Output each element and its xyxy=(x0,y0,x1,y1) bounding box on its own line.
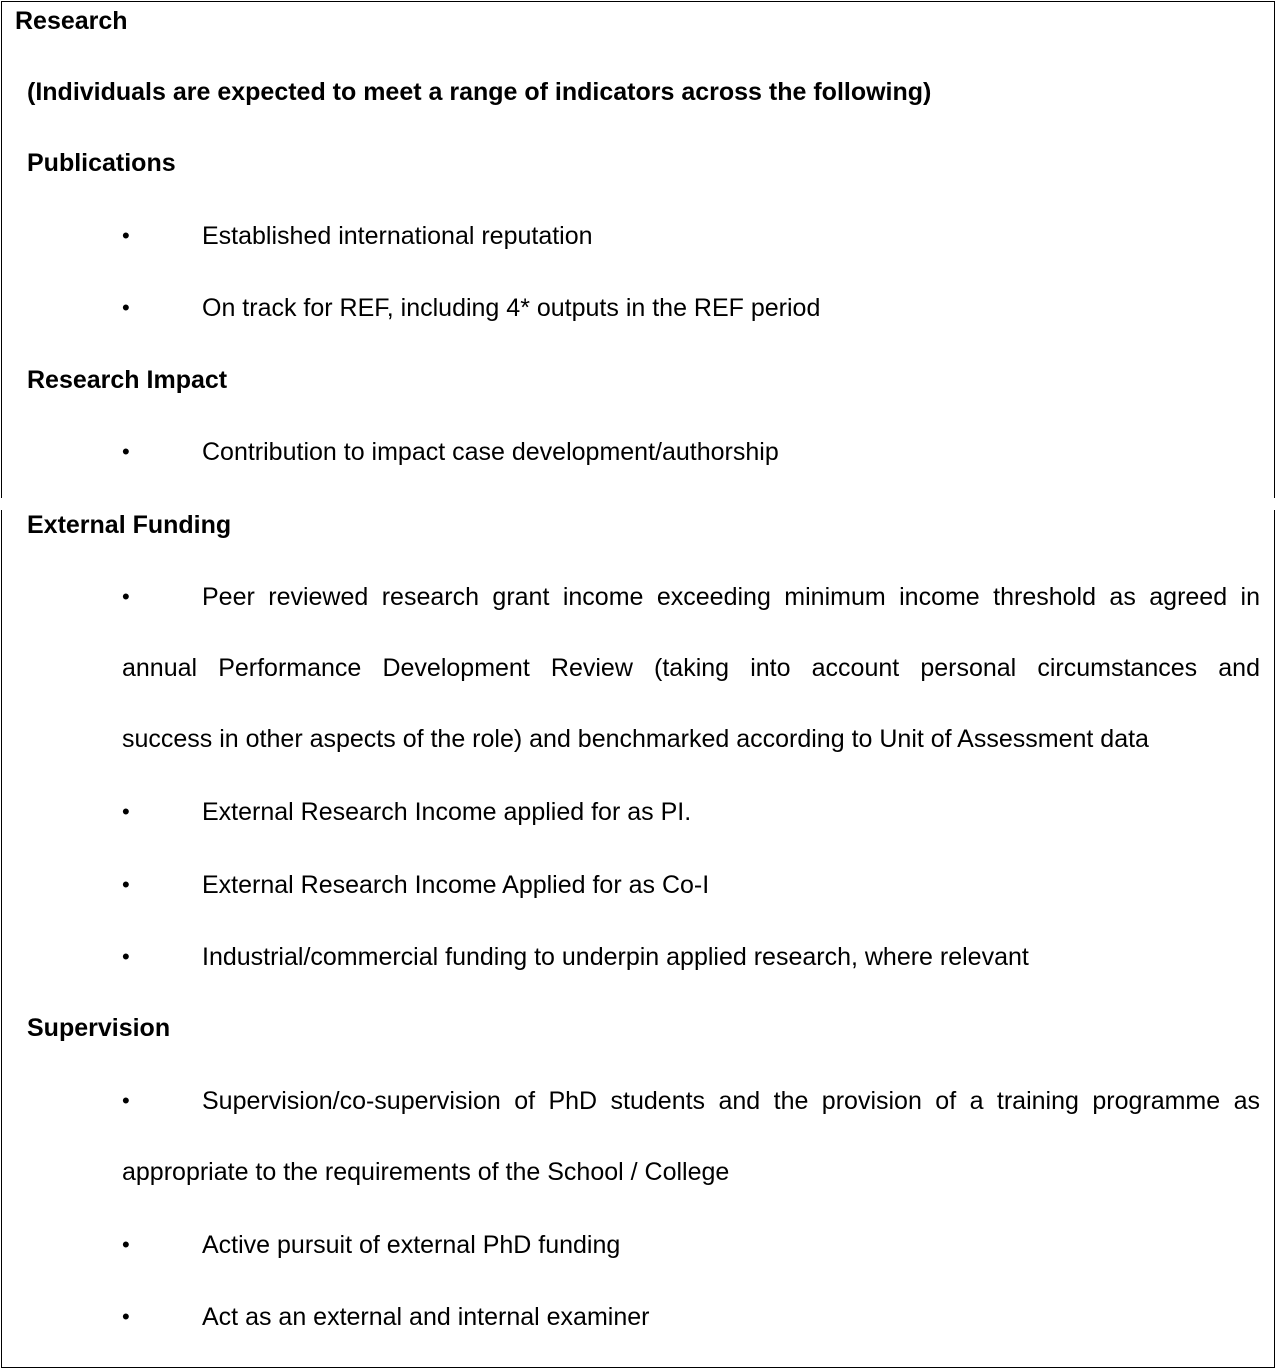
bullet-icon: • xyxy=(122,295,130,320)
list-item: On track for REF, including 4* outputs in the REF period xyxy=(202,294,821,322)
section-heading-supervision: Supervision xyxy=(27,1014,171,1042)
list-item: Established international reputation xyxy=(202,222,593,250)
list-item: External Research Income Applied for as Co-I xyxy=(202,871,710,899)
list-item-line-1: Peer reviewed research grant income exceeding minimum income threshold as agreed in xyxy=(202,583,1260,611)
bullet-icon: • xyxy=(122,799,130,824)
frame-break-right xyxy=(1274,498,1277,510)
page-title: Research xyxy=(15,7,128,35)
bullet-icon: • xyxy=(122,1232,130,1257)
list-item-line-2: annual Performance Development Review (taking into account personal circumstances and xyxy=(122,654,1260,682)
section-heading-research-impact: Research Impact xyxy=(27,366,228,394)
intro-note: (Individuals are expected to meet a range of indicators across the following) xyxy=(27,78,932,106)
bullet-icon: • xyxy=(122,1304,130,1329)
list-item: Active pursuit of external PhD funding xyxy=(202,1231,621,1259)
list-item: External Research Income applied for as PI. xyxy=(202,798,692,826)
list-item-line-1: Supervision/co-supervision of PhD students and the provision of a training programme as xyxy=(202,1087,1260,1115)
frame-break-left xyxy=(0,498,3,510)
list-item-line-3: success in other aspects of the role) and benchmarked according to Unit of Assessment data xyxy=(122,725,1149,753)
list-item: Act as an external and internal examiner xyxy=(202,1303,650,1331)
list-item-line-2: appropriate to the requirements of the School / College xyxy=(122,1158,730,1186)
bullet-icon: • xyxy=(122,439,130,464)
section-heading-external-funding: External Funding xyxy=(27,511,232,539)
list-item: Contribution to impact case development/authorship xyxy=(202,438,779,466)
section-heading-publications: Publications xyxy=(27,149,176,177)
bullet-icon: • xyxy=(122,584,130,609)
bullet-icon: • xyxy=(122,872,130,897)
bullet-icon: • xyxy=(122,944,130,969)
bullet-icon: • xyxy=(122,223,130,248)
bullet-icon: • xyxy=(122,1088,130,1113)
list-item: Industrial/commercial funding to underpin applied research, where relevant xyxy=(202,943,1029,971)
